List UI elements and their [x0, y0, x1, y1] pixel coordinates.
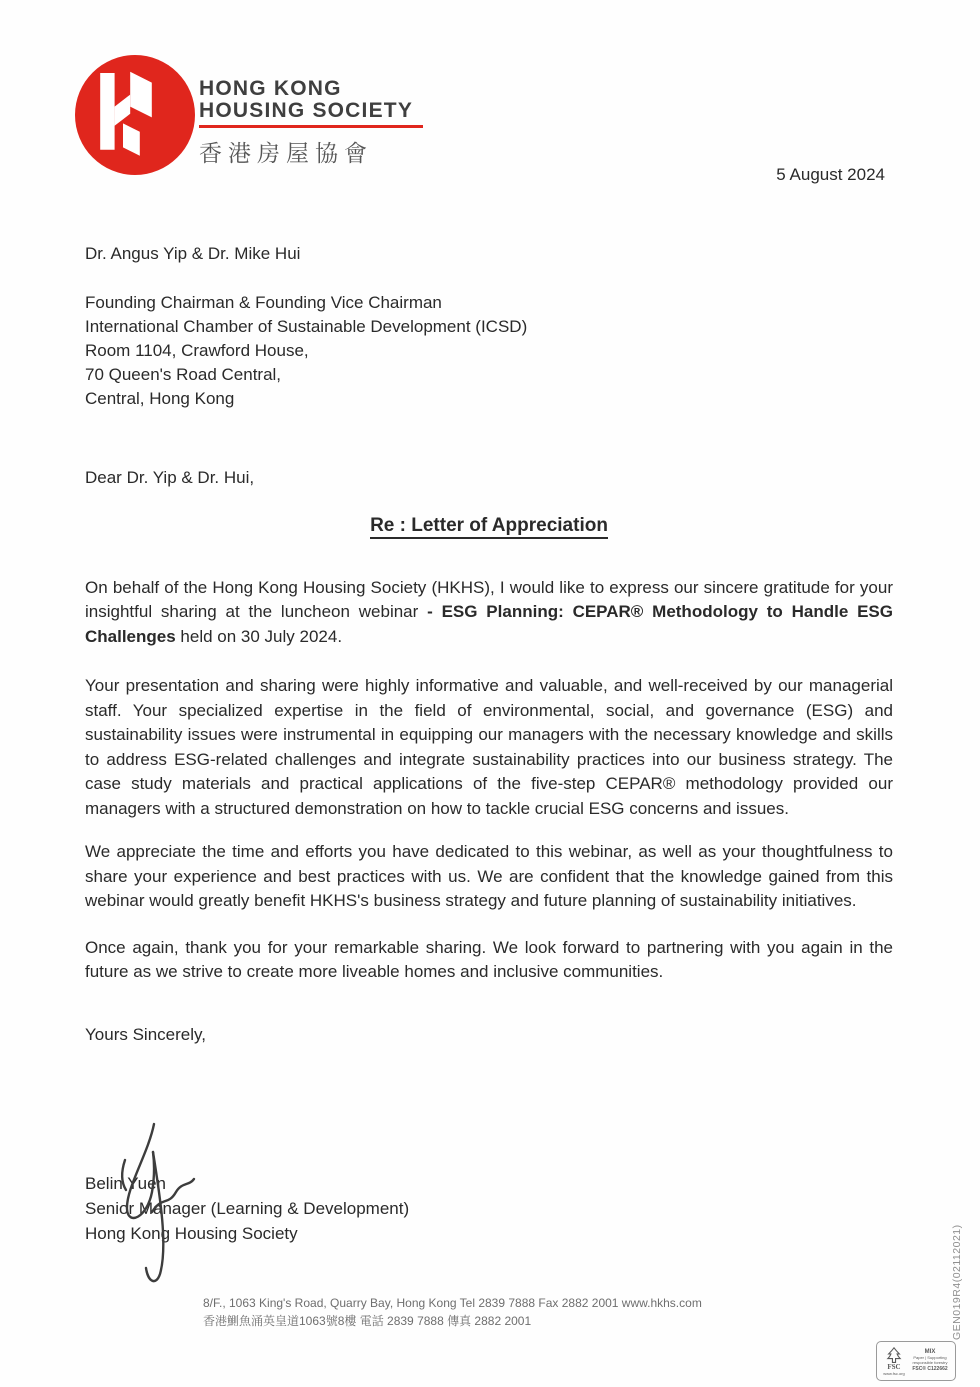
fsc-code: FSC® C122662	[912, 1366, 948, 1372]
paragraph-1-post: held on 30 July 2024.	[175, 626, 343, 646]
recipient-line: 70 Queen's Road Central,	[85, 364, 282, 384]
org-name-chinese: 香港房屋協會	[199, 140, 373, 166]
signer-org: Hong Kong Housing Society	[85, 1224, 298, 1243]
recipient-line: Founding Chairman & Founding Vice Chairman	[85, 292, 442, 312]
recipient-names: Dr. Angus Yip & Dr. Mike Hui	[85, 244, 301, 263]
fsc-mix-label: MIX	[924, 1349, 936, 1355]
form-code: GEN019R4(02112021)	[951, 1224, 963, 1340]
fsc-description: Paper | Supporting responsible forestry	[912, 1355, 948, 1365]
closing: Yours Sincerely,	[85, 1024, 206, 1044]
recipient-line: International Chamber of Sustainable Development (ICSD)	[85, 316, 528, 336]
fsc-certification-badge	[876, 1341, 956, 1381]
fsc-logo	[882, 1347, 906, 1376]
salutation: Dear Dr. Yip & Dr. Hui,	[85, 467, 255, 487]
recipient-line: Room 1104, Crawford House,	[85, 340, 309, 360]
paragraph-3: We appreciate the time and efforts you have dedicated to this webinar, as well as your thoughtfulness to share your experience and best practices with us. We are confident that the knowledge gained from this webinar would greatly benefit HKHS's business strategy and future planning of sustainability initiatives.	[85, 842, 893, 910]
hkhs-monogram-icon	[75, 55, 195, 175]
subject-text: Re : Letter of Appreciation	[370, 515, 608, 539]
fsc-url: www.fsc.org	[883, 1370, 905, 1376]
footer-address-en: 8/F., 1063 King's Road, Quarry Bay, Hong Kong Tel 2839 7888 Fax 2882 2001 www.hkhs.com	[203, 1296, 702, 1310]
fsc-label-text	[910, 1349, 950, 1373]
org-wordmark	[199, 78, 423, 168]
subject-line	[85, 514, 893, 539]
footer-address	[203, 1295, 702, 1330]
org-name-line1: HONG KONG	[199, 77, 342, 100]
fsc-word: FSC	[887, 1362, 901, 1371]
fsc-tree-checkmark-icon	[886, 1347, 902, 1364]
paragraph-4: Once again, thank you for your remarkable sharing. We look forward to partnering with you again in the future as we strive to create more liveable homes and inclusive communities.	[85, 937, 893, 981]
paragraph-1-bold-title: - ESG Planning: CEPAR® Methodology to Handle ESG Challenges	[85, 602, 893, 646]
paragraph-1-pre: On behalf of the Hong Kong Housing Society (HKHS), I would like to express our sincere gratitude for your insightful sharing at the luncheon webinar	[85, 577, 893, 621]
signer-name: Belin Yuen	[85, 1174, 166, 1193]
wordmark-underline	[199, 125, 423, 128]
recipient-line: Central, Hong Kong	[85, 388, 235, 408]
paragraph-2: Your presentation and sharing were highly informative and valuable, and well-received by our managerial staff. Your specialized expertise in the field of environmental, social, and governance (ESG) and sustainability issues were instrumental in equipping our managers with the necessary knowledge and skills to address ESG-related challenges and integrate sustainability practices into our business strategy. The case study materials and practical applications of the five-step CEPAR® methodology provided our managers with a structured demonstration on how to tackle crucial ESG concerns and issues.	[85, 676, 893, 818]
footer-address-zh: 香港鰂魚涌英皇道1063號8樓 電話 2839 7888 傳真 2882 2001	[203, 1313, 532, 1328]
org-name-line2: HOUSING SOCIETY	[199, 99, 414, 122]
signer-block	[85, 1171, 893, 1246]
paragraph-1	[85, 576, 893, 650]
letter-date: 5 August 2024	[776, 165, 885, 184]
letter-body	[85, 242, 893, 1246]
signer-title: Senior Manager (Learning & Development)	[85, 1199, 410, 1218]
